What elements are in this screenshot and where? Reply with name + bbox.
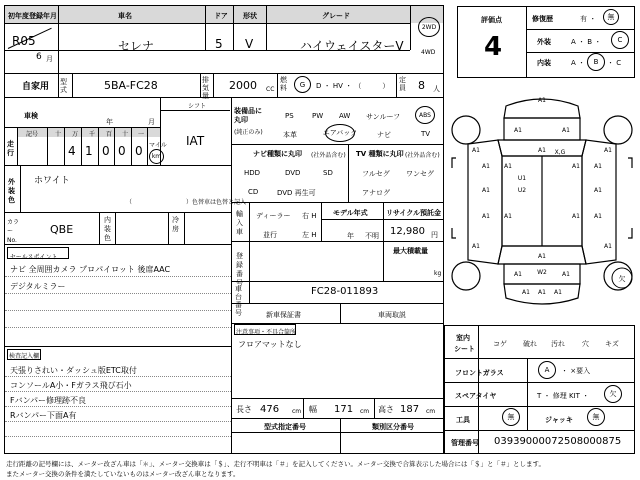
first-reg-label: 初年度登録年月 — [8, 12, 57, 20]
chassis-label: 車台番号 — [235, 285, 242, 317]
diagram-mark: A1 — [482, 213, 490, 220]
diagram-mark: A1 — [482, 187, 490, 194]
car-damage-diagram — [446, 88, 638, 320]
diagram-mark: A1 — [472, 243, 480, 250]
car-name: セレナ — [118, 39, 155, 53]
diagram-mark: A1 — [594, 187, 602, 194]
run-label: 走行 — [7, 140, 14, 157]
diagram-mark: A1 — [594, 163, 602, 170]
diagram-mark: A1 — [594, 213, 602, 220]
selling-line: ナビ 全周囲カメラ プロパイロット 後席AAC — [10, 265, 171, 274]
displacement-label: 排気量 — [202, 76, 209, 100]
mileage-digit: 4 — [68, 144, 76, 158]
mileage-digit: 1 — [85, 144, 93, 158]
width: 171 — [334, 404, 354, 415]
chassis-value: FC28-011893 — [311, 286, 379, 297]
note-label: 注意事項・不具合箇所 — [236, 329, 297, 336]
recycle-label: リサイクル預託金 — [386, 209, 442, 217]
fuel-label: 燃料 — [280, 76, 287, 92]
selling-line: デジタルミラー — [10, 282, 66, 291]
diagram-mark: A1 — [572, 163, 580, 170]
mgmt-number: 03939000072508000875 — [494, 436, 622, 447]
fuel-g-circle: G — [294, 76, 311, 93]
import-label: 輸入車 — [236, 210, 243, 236]
model-year-label: モデル年式 — [333, 209, 368, 217]
displacement: 2000 — [229, 79, 257, 92]
inspection-line: Rバンパー下面A有 — [10, 411, 77, 420]
inspection-label: 検査記入欄 — [9, 353, 40, 360]
mileage-digit: 0 — [102, 144, 110, 158]
diagram-mark: U1 — [517, 175, 527, 182]
airbag-circle: エアバック — [325, 124, 355, 142]
diagram-mark: A1 — [604, 147, 612, 154]
diagram-mark: A1 — [482, 163, 490, 170]
diagram-mark: A1 — [514, 271, 522, 278]
footer-note: またメーター交換の条件を満たしていないものはメーター改ざん車となります。 — [6, 470, 240, 478]
diagram-mark: U2 — [517, 187, 527, 194]
diagram-mark: A1 — [554, 289, 562, 296]
jack-none-circle: 無 — [587, 408, 605, 426]
shift: IAT — [186, 134, 205, 148]
inspection-line: コンソールA小・Fガラス飛び石小 — [10, 381, 132, 390]
sakken-label: 車検 — [24, 112, 38, 120]
shape-label: 形状 — [243, 12, 257, 20]
diagram-mark: W2 — [537, 269, 547, 276]
length: 476 — [260, 404, 280, 415]
inspection-line: 天張りされい・ダッシュ版ETC取付 — [10, 366, 137, 375]
diagram-xg: X,G — [554, 149, 566, 156]
diagram-mark: A1 — [572, 213, 580, 220]
grade: ハイウェイスターV — [300, 39, 404, 53]
model-code: 5BA-FC28 — [104, 79, 158, 92]
mgmt-label: 管理番号 — [451, 439, 479, 447]
doors: 5 — [215, 37, 223, 51]
car-name-label: 車名 — [118, 12, 132, 20]
reg-number-label: 登録番号 — [236, 252, 243, 287]
navi-label: ナビ種類に丸印 — [253, 150, 302, 158]
capacity: 8 — [418, 79, 425, 92]
diagram-mark: A1 — [562, 271, 570, 278]
diagram-mark: A1 — [522, 289, 530, 296]
drive-2wd-circle: 2WD — [418, 17, 440, 37]
shift-label: シフト — [188, 103, 207, 110]
int-b-circle: B — [587, 53, 605, 71]
drive-4wd: 4WD — [421, 49, 436, 56]
footer-note: 走行距離の記号欄には、メーター改ざん車は「＊」、メーター交換車は「＄」、走行不明車は「＃」を記入してください。メーター交換で合算表示した場合には「＄」と「＃」とします。 — [6, 460, 545, 468]
height: 187 — [400, 404, 420, 415]
diagram-mark: A1 — [538, 97, 546, 104]
svg-text:欠: 欠 — [618, 275, 626, 283]
glass-a-circle: A — [538, 361, 556, 379]
shape: V — [245, 37, 254, 51]
diagram-mark: A1 — [504, 213, 512, 220]
door-label: ドア — [214, 12, 228, 20]
diagram-mark: A1 — [472, 147, 480, 154]
color-no-label: カラーNo. — [7, 219, 20, 244]
mileage-digit: 0 — [118, 144, 126, 158]
tv-label: TV 種類に丸印 — [356, 150, 404, 158]
abs-circle: ABS — [415, 106, 435, 124]
capacity-label: 定員 — [399, 76, 406, 92]
score-label: 評価点 — [481, 16, 502, 24]
damage-none-circle: 無 — [603, 9, 619, 25]
diagram-mark: A1 — [604, 243, 612, 250]
color-no: QBE — [50, 223, 74, 236]
recycle-value: 12,980 — [390, 226, 425, 237]
exterior-label: 外装色 — [8, 178, 15, 204]
ext-c-circle: C — [611, 31, 629, 49]
grade-label: グレード — [322, 12, 350, 20]
diagram-mark: A1 — [514, 127, 522, 134]
exterior-color: ホワイト — [34, 176, 70, 186]
spare-missing-circle: 欠 — [604, 385, 622, 403]
diagram-mark: A1 — [538, 289, 546, 296]
katashiki-label: 型式 — [60, 78, 67, 94]
use-label: 自家用 — [22, 82, 50, 92]
diagram-mark: A1 — [504, 163, 512, 170]
diagram-mark: A1 — [538, 253, 546, 260]
mileage-digit: 0 — [135, 144, 143, 158]
km-circle: km — [149, 149, 164, 164]
first-reg-month: 6 — [36, 52, 42, 62]
inspection-line: Fバンパー修理跡不良 — [10, 396, 87, 405]
equip-label: 装備品に丸印 — [234, 107, 262, 124]
diagram-mark: A1 — [538, 147, 546, 154]
score: 4 — [484, 32, 503, 62]
tools-none-circle: 無 — [502, 408, 520, 426]
diagram-mark: A1 — [562, 127, 570, 134]
note-text: フロアマットなし — [238, 340, 302, 349]
selling-label: セールスポイント — [10, 254, 58, 261]
first-reg-era: R05 — [12, 34, 36, 48]
